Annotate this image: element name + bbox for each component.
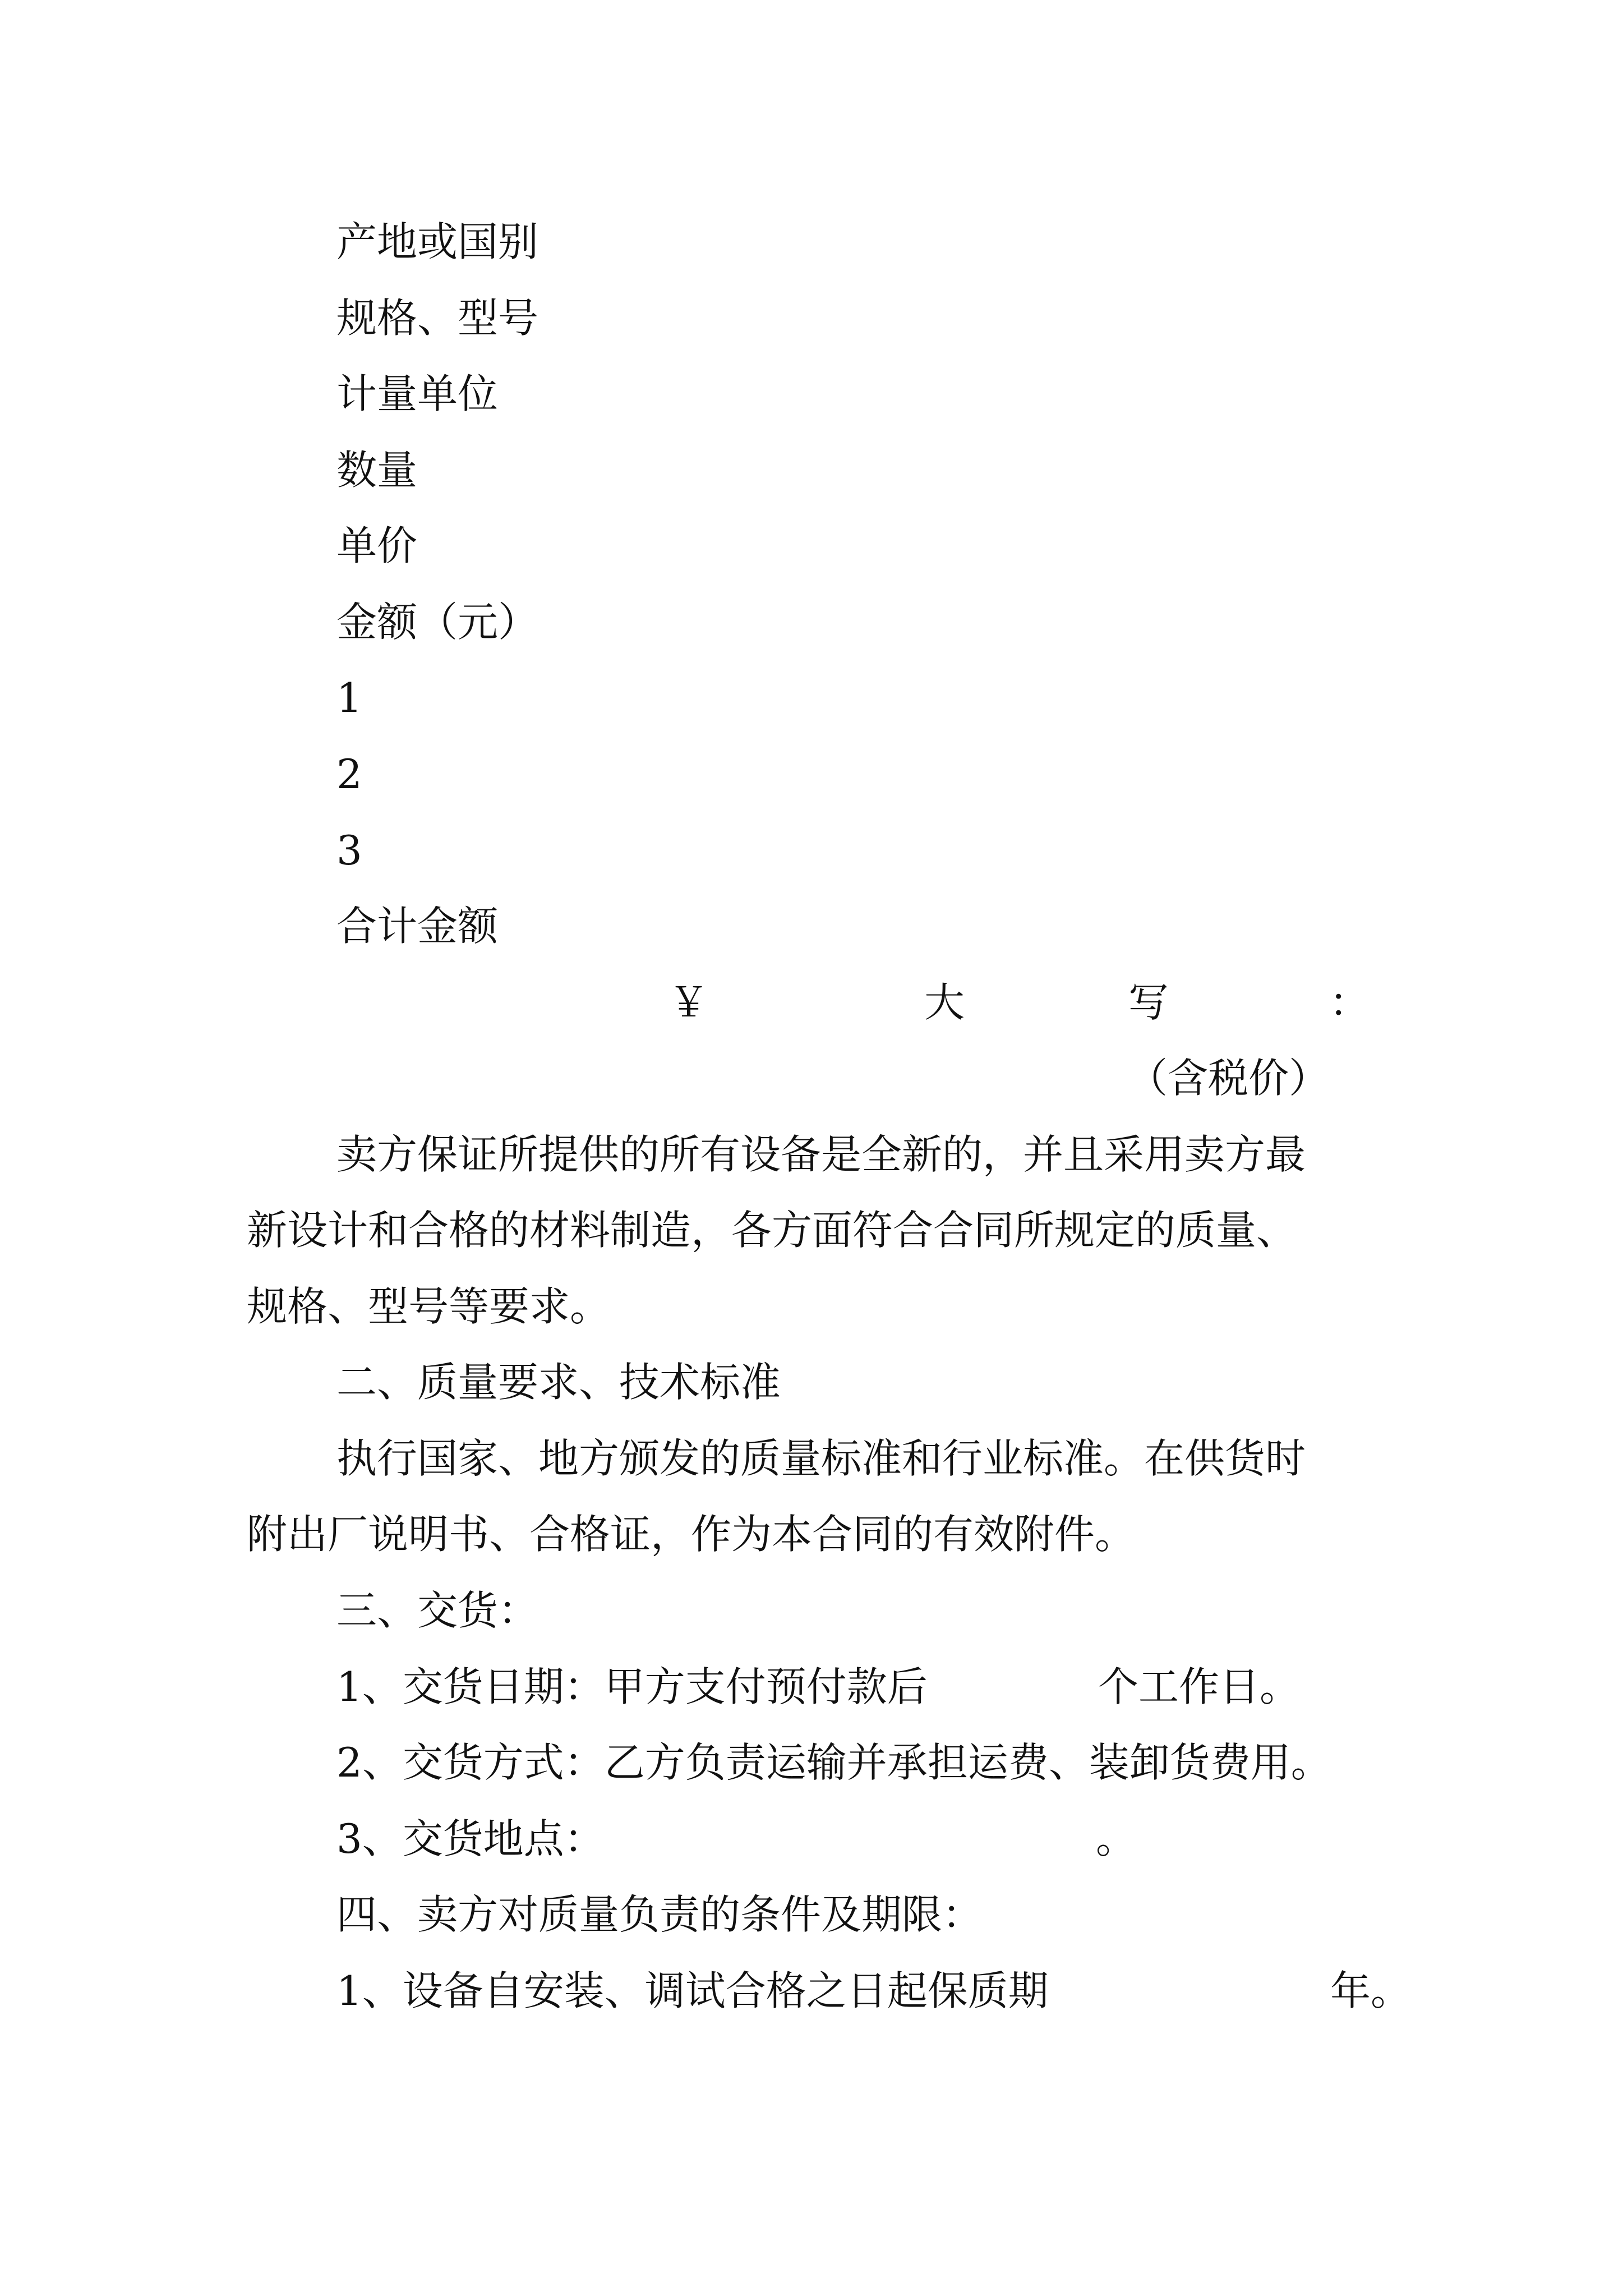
table-row-unit-price: 单价 <box>336 522 418 569</box>
guarantee-paragraph-line-1: 卖方保证所提供的所有设备是全新的，并且采用卖方最 <box>336 1131 1306 1178</box>
currency-symbol: ￥ <box>668 979 709 1026</box>
warranty-prefix: 1、设备自安装、调试合格之日起保质期 <box>336 1967 1049 2014</box>
delivery-place-suffix: 。 <box>1096 1815 1137 1862</box>
delivery-place-prefix: 3、交货地点： <box>336 1815 605 1862</box>
delivery-method: 2、交货方式：乙方负责运输并承担运费、装卸货费用。 <box>336 1739 1331 1786</box>
section-2-title: 二、质量要求、技术标准 <box>336 1359 781 1406</box>
warranty-suffix: 年。 <box>1330 1967 1412 2014</box>
capital-label-char-1: 大 <box>924 979 965 1026</box>
table-row-number-1: 1 <box>336 674 362 721</box>
guarantee-paragraph-line-3: 规格、型号等要求。 <box>247 1283 611 1330</box>
section-4-title: 四、卖方对质量负责的条件及期限： <box>336 1891 983 1938</box>
guarantee-paragraph-line-2: 新设计和合格的材料制造，各方面符合合同所规定的质量、 <box>247 1207 1297 1254</box>
table-row-origin: 产地或国别 <box>336 218 539 265</box>
table-row-unit: 计量单位 <box>336 370 499 417</box>
section-3-title: 三、交货： <box>336 1587 539 1634</box>
capital-colon: ： <box>1329 979 1370 1026</box>
delivery-date-suffix: 个工作日。 <box>1098 1663 1301 1710</box>
table-row-amount: 金额（元） <box>336 599 539 646</box>
tax-inclusive-note: （含税价） <box>1127 1055 1330 1102</box>
table-row-number-3: 3 <box>336 827 362 874</box>
table-row-total: 合计金额 <box>336 903 499 950</box>
table-row-quantity: 数量 <box>336 447 418 494</box>
capital-label-char-2: 写 <box>1128 979 1169 1026</box>
section-2-body-line-2: 附出厂说明书、合格证，作为本合同的有效附件。 <box>247 1511 1136 1558</box>
section-2-body-line-1: 执行国家、地方颁发的质量标准和行业标准。在供货时 <box>336 1435 1306 1482</box>
table-row-number-2: 2 <box>336 751 362 798</box>
delivery-date-prefix: 1、交货日期：甲方支付预付款后 <box>336 1663 928 1710</box>
table-row-spec: 规格、型号 <box>336 295 539 342</box>
